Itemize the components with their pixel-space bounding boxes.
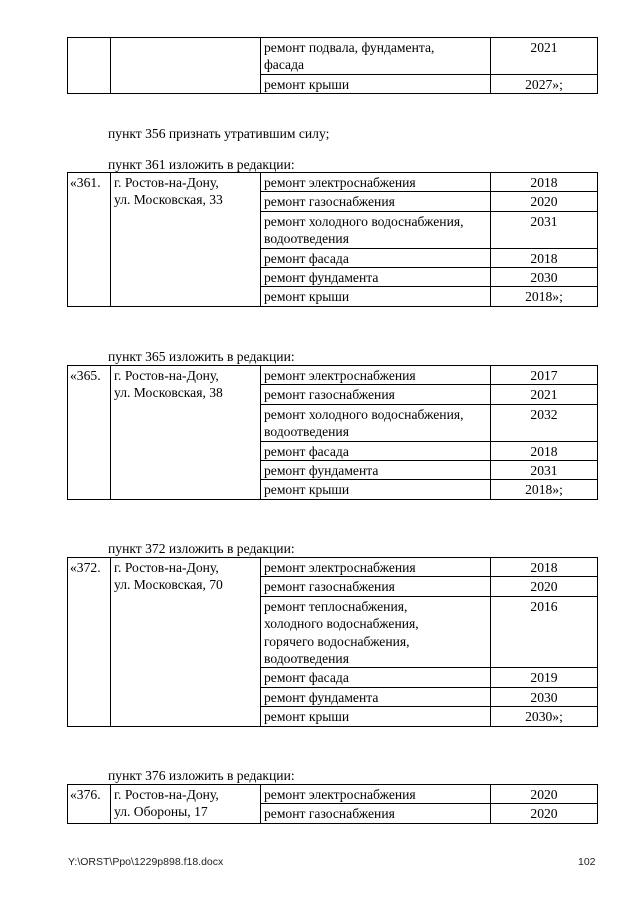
address-cell	[111, 558, 261, 727]
year-cell: 2018	[491, 248, 598, 267]
paragraph-356: пункт 356 признать утратившим силу;	[108, 126, 330, 141]
address-cell	[111, 785, 261, 824]
work-line: ремонт крыши	[264, 482, 350, 498]
work-cell	[261, 173, 491, 192]
year-cell: 2018»;	[491, 480, 598, 499]
work-line: фасада	[264, 57, 305, 73]
work-cell	[261, 192, 491, 211]
footer-page-number: 102	[578, 856, 596, 868]
year-cell: 2018	[491, 173, 598, 192]
year-cell: 2018	[491, 558, 598, 577]
work-cell	[261, 596, 491, 668]
work-cell	[261, 211, 491, 248]
work-cell	[261, 461, 491, 480]
year-cell: 2021	[491, 38, 598, 75]
work-cell	[261, 707, 491, 726]
work-line: ремонт фасада	[264, 443, 349, 459]
work-line: ремонт электроснабжения	[264, 560, 416, 575]
work-line: водоотведения	[264, 231, 349, 247]
work-line: ремонт фасада	[264, 670, 349, 686]
number-cell: «376.	[68, 785, 111, 824]
year-cell: 2027»;	[491, 74, 598, 93]
table-row	[68, 558, 598, 577]
address-cell	[111, 173, 261, 307]
repair-table-365	[67, 365, 598, 500]
work-line: ремонт электроснабжения	[264, 787, 416, 802]
work-line: ремонт фундамента	[264, 689, 379, 705]
address-line: ул. Обороны, 17	[114, 804, 208, 820]
year-cell: 2030	[491, 268, 598, 287]
work-cell	[261, 687, 491, 706]
work-line: ремонт подвала, фундамента,	[264, 40, 435, 55]
work-line: ремонт крыши	[264, 76, 350, 92]
table-row	[68, 785, 598, 804]
continuation-table	[67, 37, 598, 94]
work-line: ремонт газоснабжения	[264, 387, 395, 403]
repair-table-372	[67, 557, 598, 727]
work-line: ремонт холодного водоснабжения,	[264, 213, 464, 229]
year-cell: 2020	[491, 577, 598, 596]
year-cell: 2018»;	[491, 287, 598, 306]
year-cell: 2030»;	[491, 707, 598, 726]
year-cell: 2020	[491, 192, 598, 211]
work-line: водоотведения	[264, 424, 349, 440]
work-cell	[261, 385, 491, 404]
work-line: ремонт крыши	[264, 709, 350, 725]
work-cell	[261, 248, 491, 267]
address-line: ул. Московская, 33	[114, 192, 223, 208]
address-line: ул. Московская, 38	[114, 385, 223, 401]
number-cell: «361.	[68, 173, 111, 307]
work-cell	[261, 287, 491, 306]
work-line: ремонт электроснабжения	[264, 368, 416, 383]
year-cell: 2018	[491, 441, 598, 460]
number-cell	[68, 38, 111, 94]
table-row	[68, 173, 598, 192]
table-row	[68, 366, 598, 385]
footer-file-path: Y:\ORST\Ppo\1229p898.f18.docx	[68, 856, 224, 868]
work-cell	[261, 558, 491, 577]
work-cell	[261, 785, 491, 804]
work-line: ремонт фундамента	[264, 463, 379, 479]
number-cell: «365.	[68, 366, 111, 500]
repair-table-376	[67, 784, 598, 824]
address-cell	[111, 366, 261, 500]
year-cell: 2020	[491, 785, 598, 804]
work-line: ремонт холодного водоснабжения,	[264, 406, 464, 422]
work-cell	[261, 668, 491, 687]
address-line: г. Ростов-на-Дону,	[114, 560, 219, 575]
work-line: ремонт фасада	[264, 250, 349, 266]
year-cell: 2030	[491, 687, 598, 706]
work-line: ремонт газоснабжения	[264, 806, 395, 822]
work-cell	[261, 38, 491, 75]
work-line: ремонт фундамента	[264, 270, 379, 286]
section-heading: пункт 365 изложить в редакции:	[108, 349, 295, 364]
work-cell	[261, 366, 491, 385]
address-line: г. Ростов-на-Дону,	[114, 368, 219, 383]
work-line: ремонт теплоснабжения,	[264, 598, 408, 614]
work-cell	[261, 441, 491, 460]
year-cell: 2016	[491, 596, 598, 668]
address-line: г. Ростов-на-Дону,	[114, 175, 219, 190]
number-cell: «372.	[68, 558, 111, 727]
work-line: ремонт электроснабжения	[264, 175, 416, 190]
year-cell: 2021	[491, 385, 598, 404]
work-line: холодного водоснабжения,	[264, 616, 419, 632]
section-heading: пункт 361 изложить в редакции:	[108, 157, 295, 172]
work-line: ремонт крыши	[264, 289, 350, 305]
table-row	[68, 38, 598, 75]
year-cell: 2031	[491, 461, 598, 480]
work-cell	[261, 268, 491, 287]
work-cell	[261, 404, 491, 441]
section-heading: пункт 376 изложить в редакции:	[108, 768, 295, 783]
year-cell: 2019	[491, 668, 598, 687]
year-cell: 2031	[491, 211, 598, 248]
address-line: г. Ростов-на-Дону,	[114, 787, 219, 802]
work-cell	[261, 577, 491, 596]
work-line: ремонт газоснабжения	[264, 194, 395, 210]
repair-table-361	[67, 172, 598, 307]
work-cell	[261, 480, 491, 499]
section-heading: пункт 372 изложить в редакции:	[108, 541, 295, 556]
address-line: ул. Московская, 70	[114, 577, 223, 593]
year-cell: 2017	[491, 366, 598, 385]
year-cell: 2032	[491, 404, 598, 441]
address-cell	[111, 38, 261, 94]
work-line: водоотведения	[264, 651, 349, 667]
work-cell	[261, 804, 491, 823]
work-cell	[261, 74, 491, 93]
work-line: горячего водоснабжения,	[264, 633, 410, 649]
work-line: ремонт газоснабжения	[264, 579, 395, 595]
year-cell: 2020	[491, 804, 598, 823]
